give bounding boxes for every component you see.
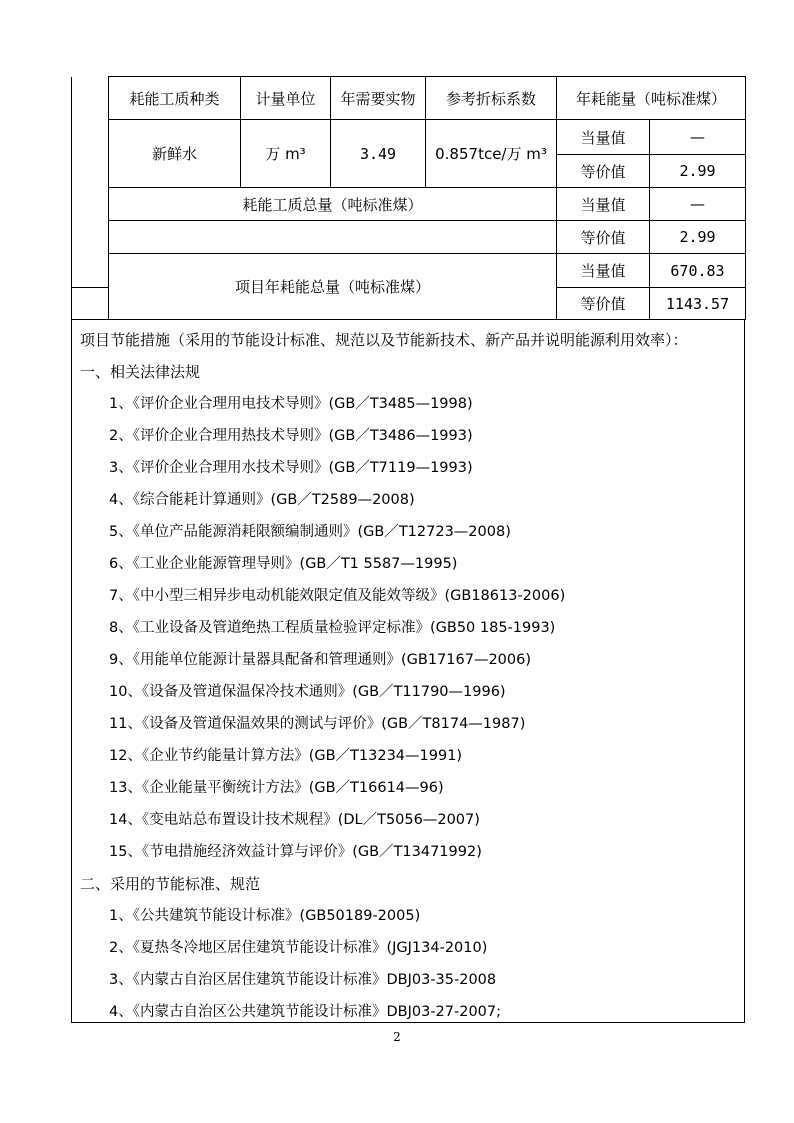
fresh-water-unit: 万 m³: [241, 120, 331, 188]
regulation-item: 14、《变电站总布置设计技术规程》(DL／T5056—2007): [109, 812, 480, 828]
project-total-equivalent-label: 当量值: [557, 254, 650, 288]
page-number: 2: [393, 1030, 401, 1044]
regulation-item: 2、《评价企业合理用热技术导则》(GB／T3486—1993): [109, 428, 473, 444]
fresh-water-equal-price-value: 2.99: [650, 155, 746, 188]
medium-total-blank-cell: [109, 221, 557, 254]
fresh-water-name: 新鲜水: [109, 120, 241, 188]
section1-title: 一、相关法律法规: [80, 363, 201, 381]
project-total-equal-price-label: 等价值: [557, 288, 650, 320]
measures-intro: 项目节能措施（采用的节能设计标准、规范以及节能新技术、新产品并说明能源利用效率）：: [80, 331, 688, 349]
header-medium-type: 耗能工质种类: [109, 77, 241, 120]
regulation-item: 12、《企业节约能量计算方法》(GB／T13234—1991): [109, 748, 463, 764]
medium-total-equivalent-value: —: [650, 188, 746, 221]
regulation-item: 6、《工业企业能源管理导则》(GB／T1 5587—1995): [109, 556, 458, 572]
regulation-item: 1、《评价企业合理用电技术导则》(GB／T3485—1998): [109, 396, 473, 412]
standard-item: 2、《夏热冬冷地区居住建筑节能设计标准》(JGJ134-2010): [109, 940, 488, 956]
regulation-item: 11、《设备及管道保温效果的测试与评价》(GB／T8174—1987): [109, 716, 526, 732]
header-coefficient: 参考折标系数: [426, 77, 557, 120]
project-total-label: 项目年耗能总量（吨标准煤）: [109, 254, 557, 320]
fresh-water-equivalent-label: 当量值: [557, 120, 650, 155]
regulation-item: 4、《综合能耗计算通则》(GB／T2589—2008): [109, 492, 415, 508]
left-margin-cell-bottom: [72, 288, 109, 320]
header-unit: 计量单位: [241, 77, 331, 120]
regulation-item: 10、《设备及管道保温保冷技术通则》(GB／T11790—1996): [109, 684, 506, 700]
header-annual-quantity: 年需要实物: [331, 77, 426, 120]
standard-item: 3、《内蒙古自治区居住建筑节能设计标准》DBJ03-35-2008: [109, 972, 497, 988]
section2-title: 二、采用的节能标准、规范: [80, 875, 261, 893]
fresh-water-coefficient: 0.857tce/万 m³: [426, 120, 557, 188]
medium-total-equal-price-label: 等价值: [557, 221, 650, 254]
regulation-item: 7、《中小型三相异步电动机能效限定值及能效等级》(GB18613-2006): [109, 588, 566, 604]
regulation-item: 8、《工业设备及管道绝热工程质量检验评定标准》(GB50 185-1993): [109, 620, 556, 636]
left-margin-cell: [72, 77, 109, 288]
energy-saving-measures: [71, 320, 745, 1023]
project-total-equivalent-value: 670.83: [650, 254, 746, 288]
fresh-water-equal-price-label: 等价值: [557, 155, 650, 188]
regulation-item: 13、《企业能量平衡统计方法》(GB／T16614—96): [109, 780, 444, 796]
medium-total-label: 耗能工质总量（吨标准煤）: [109, 188, 557, 221]
regulation-item: 3、《评价企业合理用水技术导则》(GB／T7119—1993): [109, 460, 473, 476]
standard-item: 4、《内蒙古自治区公共建筑节能设计标准》DBJ03-27-2007;: [109, 1004, 502, 1020]
regulation-item: 15、《节电措施经济效益计算与评价》(GB／T13471992): [109, 844, 482, 860]
project-total-equal-price-value: 1143.57: [650, 288, 746, 320]
regulation-item: 9、《用能单位能源计量器具配备和管理通则》(GB17167—2006): [109, 652, 531, 668]
medium-total-equal-price-value: 2.99: [650, 221, 746, 254]
header-annual-energy: 年耗能量（吨标准煤）: [557, 77, 746, 120]
regulation-item: 5、《单位产品能源消耗限额编制通则》(GB／T12723—2008): [109, 524, 511, 540]
fresh-water-equivalent-value: —: [650, 120, 746, 155]
medium-total-equivalent-label: 当量值: [557, 188, 650, 221]
fresh-water-quantity: 3.49: [331, 120, 426, 188]
standard-item: 1、《公共建筑节能设计标准》(GB50189-2005): [109, 908, 421, 924]
energy-consumption-table: [71, 76, 746, 320]
